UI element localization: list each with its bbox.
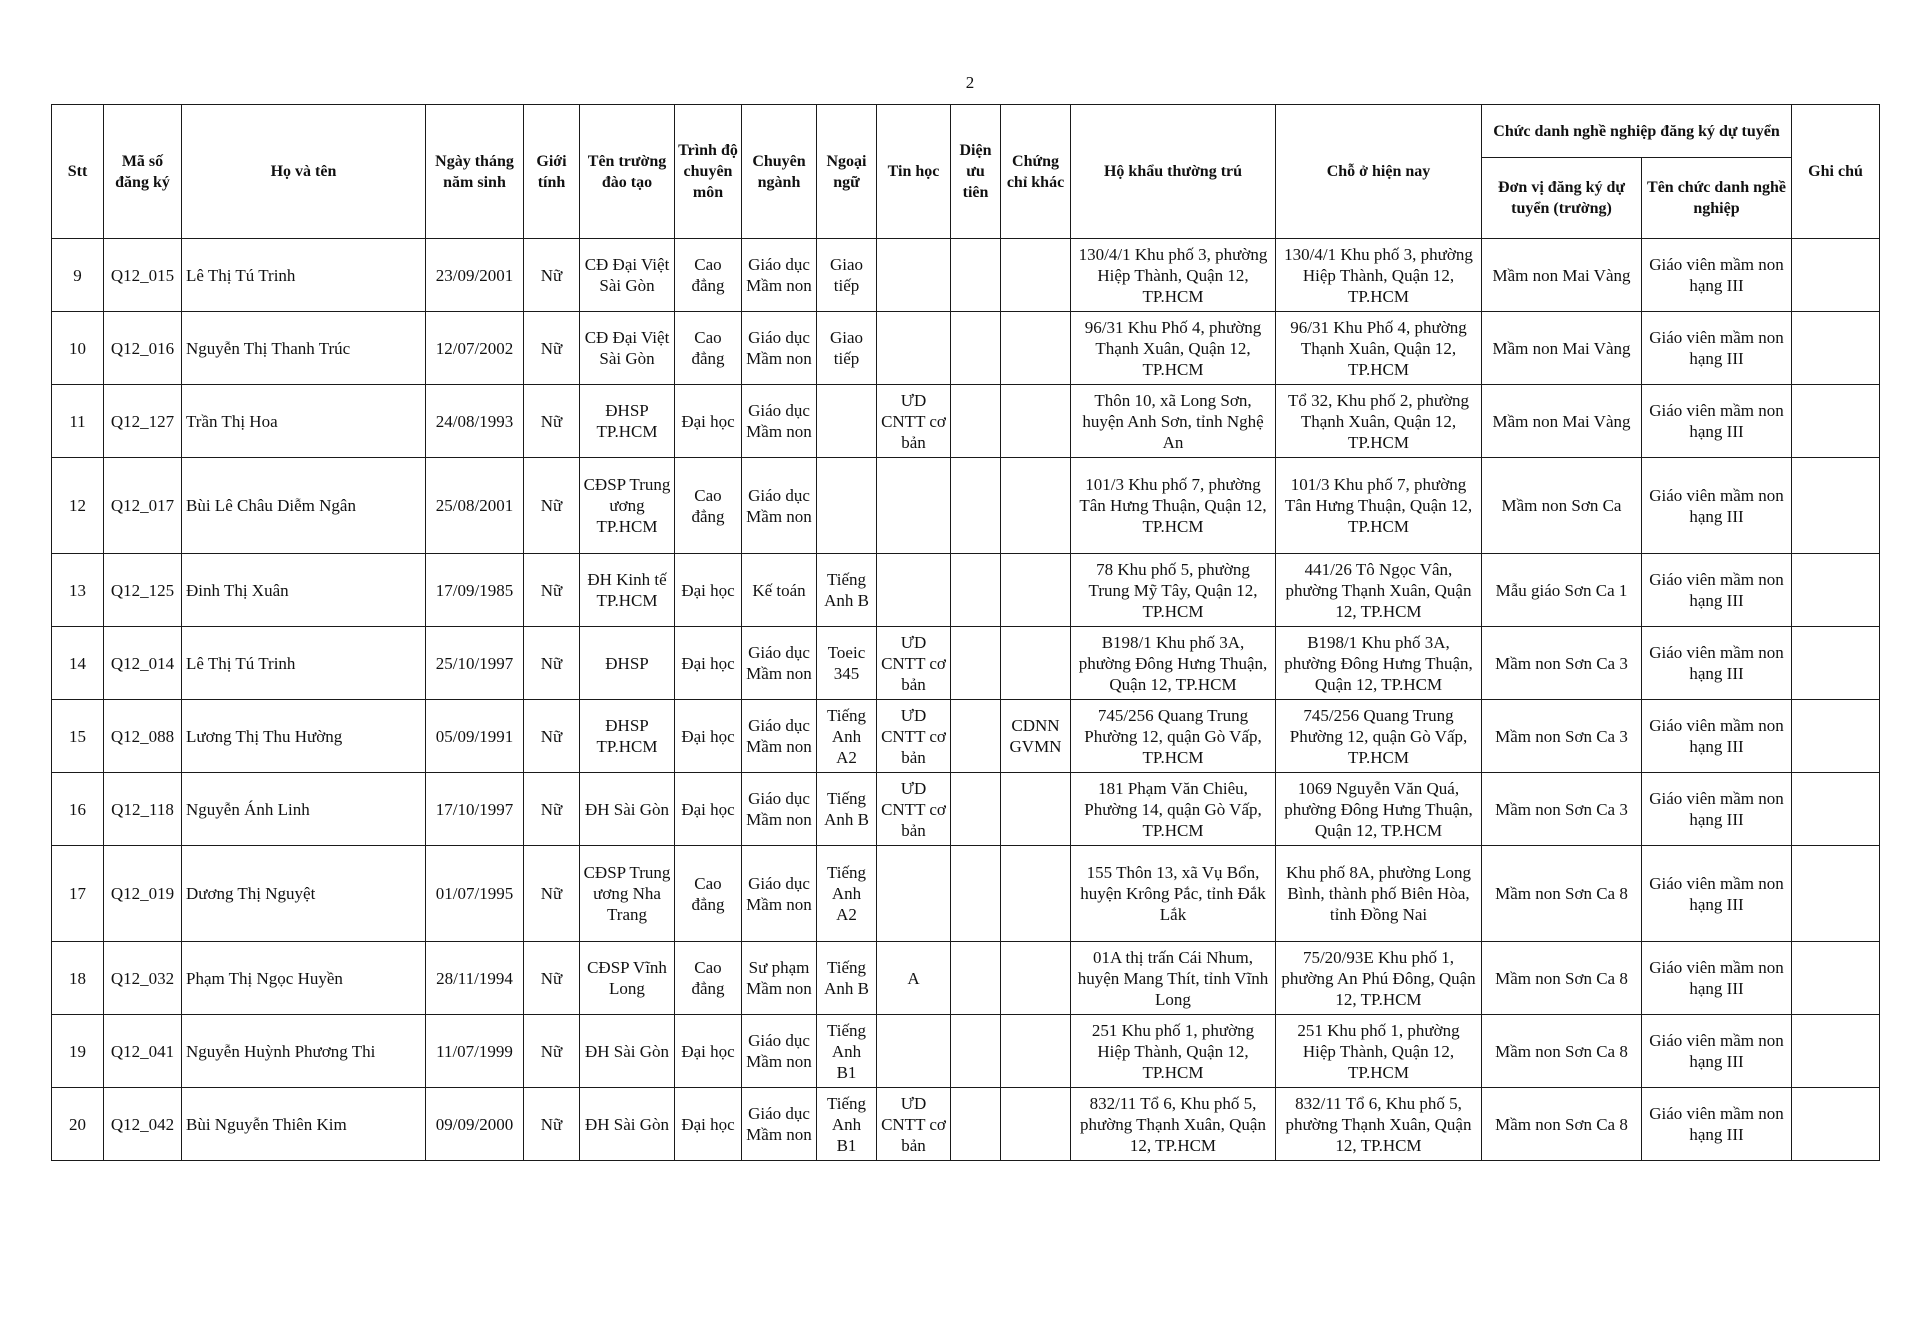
cell-ngay-sinh: 23/09/2001: [426, 239, 524, 312]
table-header: [52, 105, 1880, 239]
cell-chuc-danh: Giáo viên mầm non hạng III: [1642, 846, 1792, 942]
cell-cho-o: 745/256 Quang Trung Phường 12, quận Gò Vấp, TP.HCM: [1276, 700, 1482, 773]
cell-ghi-chu: [1792, 1088, 1880, 1161]
cell-ho-khau: Thôn 10, xã Long Sơn, huyện Anh Sơn, tỉnh Nghệ An: [1071, 385, 1276, 458]
cell-ma-so: Q12_088: [104, 700, 182, 773]
cell-tin-hoc: ƯD CNTT cơ bản: [877, 627, 951, 700]
cell-ghi-chu: [1792, 942, 1880, 1015]
cell-gioi-tinh: Nữ: [524, 239, 580, 312]
candidate-table: [51, 104, 1880, 1161]
cell-gioi-tinh: Nữ: [524, 385, 580, 458]
cell-ten-truong: CĐSP Trung ương Nha Trang: [580, 846, 675, 942]
cell-ghi-chu: [1792, 773, 1880, 846]
table-row: [52, 773, 1880, 846]
table-row: [52, 846, 1880, 942]
cell-ho-khau: 78 Khu phố 5, phường Trung Mỹ Tây, Quận 12, TP.HCM: [1071, 554, 1276, 627]
cell-gioi-tinh: Nữ: [524, 700, 580, 773]
cell-cho-o: 96/31 Khu Phố 4, phường Thạnh Xuân, Quận 12, TP.HCM: [1276, 312, 1482, 385]
cell-gioi-tinh: Nữ: [524, 1088, 580, 1161]
cell-chuyen-nganh: Kế toán: [742, 554, 817, 627]
cell-trinh-do: Đại học: [675, 627, 742, 700]
cell-ten-truong: CĐSP Trung ương TP.HCM: [580, 458, 675, 554]
header-ghi-chu: Ghi chú: [1792, 105, 1880, 239]
cell-don-vi: Mầm non Sơn Ca: [1482, 458, 1642, 554]
cell-tin-hoc: [877, 1015, 951, 1088]
table-row: [52, 627, 1880, 700]
cell-stt: 20: [52, 1088, 104, 1161]
cell-dien-uu-tien: [951, 239, 1001, 312]
cell-dien-uu-tien: [951, 312, 1001, 385]
cell-cho-o: 441/26 Tô Ngọc Vân, phường Thạnh Xuân, Quận 12, TP.HCM: [1276, 554, 1482, 627]
cell-ngoai-ngu: Toeic 345: [817, 627, 877, 700]
header-chuyen-nganh: Chuyên ngành: [742, 105, 817, 239]
cell-ngay-sinh: 05/09/1991: [426, 700, 524, 773]
header-tin-hoc: Tin học: [877, 105, 951, 239]
cell-ho-ten: Phạm Thị Ngọc Huyền: [182, 942, 426, 1015]
cell-stt: 14: [52, 627, 104, 700]
table-row: [52, 385, 1880, 458]
cell-ho-khau: 130/4/1 Khu phố 3, phường Hiệp Thành, Quận 12, TP.HCM: [1071, 239, 1276, 312]
cell-ma-so: Q12_015: [104, 239, 182, 312]
cell-ma-so: Q12_118: [104, 773, 182, 846]
cell-ma-so: Q12_014: [104, 627, 182, 700]
cell-don-vi: Mầm non Sơn Ca 8: [1482, 1088, 1642, 1161]
cell-ten-truong: CĐ Đại Việt Sài Gòn: [580, 312, 675, 385]
cell-stt: 15: [52, 700, 104, 773]
cell-chung-chi: [1001, 846, 1071, 942]
cell-chuyen-nganh: Giáo dục Mầm non: [742, 1015, 817, 1088]
cell-ghi-chu: [1792, 1015, 1880, 1088]
cell-ho-ten: Đinh Thị Xuân: [182, 554, 426, 627]
cell-chuc-danh: Giáo viên mầm non hạng III: [1642, 1088, 1792, 1161]
cell-ma-so: Q12_041: [104, 1015, 182, 1088]
cell-stt: 9: [52, 239, 104, 312]
cell-tin-hoc: ƯD CNTT cơ bản: [877, 385, 951, 458]
cell-don-vi: Mầm non Sơn Ca 3: [1482, 700, 1642, 773]
cell-stt: 18: [52, 942, 104, 1015]
cell-chuc-danh: Giáo viên mầm non hạng III: [1642, 458, 1792, 554]
cell-gioi-tinh: Nữ: [524, 458, 580, 554]
cell-chung-chi: [1001, 1088, 1071, 1161]
cell-cho-o: Tổ 32, Khu phố 2, phường Thạnh Xuân, Quận 12, TP.HCM: [1276, 385, 1482, 458]
cell-ghi-chu: [1792, 700, 1880, 773]
header-trinh-do: Trình độ chuyên môn: [675, 105, 742, 239]
cell-ngoai-ngu: Tiếng Anh B: [817, 942, 877, 1015]
cell-ho-ten: Lê Thị Tú Trinh: [182, 627, 426, 700]
cell-chuc-danh: Giáo viên mầm non hạng III: [1642, 312, 1792, 385]
cell-ma-so: Q12_042: [104, 1088, 182, 1161]
header-ma-so: Mã số đăng ký: [104, 105, 182, 239]
cell-chung-chi: [1001, 554, 1071, 627]
cell-ngoai-ngu: [817, 385, 877, 458]
cell-chung-chi: [1001, 773, 1071, 846]
cell-ngay-sinh: 12/07/2002: [426, 312, 524, 385]
cell-trinh-do: Đại học: [675, 385, 742, 458]
cell-dien-uu-tien: [951, 942, 1001, 1015]
cell-dien-uu-tien: [951, 773, 1001, 846]
cell-chuc-danh: Giáo viên mầm non hạng III: [1642, 554, 1792, 627]
cell-ngoai-ngu: [817, 458, 877, 554]
cell-ghi-chu: [1792, 846, 1880, 942]
cell-gioi-tinh: Nữ: [524, 942, 580, 1015]
cell-dien-uu-tien: [951, 700, 1001, 773]
cell-trinh-do: Đại học: [675, 1088, 742, 1161]
cell-ho-ten: Lê Thị Tú Trinh: [182, 239, 426, 312]
header-ho-khau: Hộ khẩu thường trú: [1071, 105, 1276, 239]
cell-ngoai-ngu: Tiếng Anh B: [817, 773, 877, 846]
cell-chung-chi: [1001, 942, 1071, 1015]
cell-dien-uu-tien: [951, 627, 1001, 700]
cell-ten-truong: ĐH Sài Gòn: [580, 1015, 675, 1088]
cell-ho-ten: Nguyễn Thị Thanh Trúc: [182, 312, 426, 385]
cell-ngoai-ngu: Tiếng Anh B1: [817, 1015, 877, 1088]
table-row: [52, 458, 1880, 554]
cell-ngoai-ngu: Tiếng Anh A2: [817, 846, 877, 942]
cell-trinh-do: Đại học: [675, 700, 742, 773]
cell-dien-uu-tien: [951, 458, 1001, 554]
cell-ngay-sinh: 01/07/1995: [426, 846, 524, 942]
cell-dien-uu-tien: [951, 1088, 1001, 1161]
cell-gioi-tinh: Nữ: [524, 773, 580, 846]
cell-chuc-danh: Giáo viên mầm non hạng III: [1642, 239, 1792, 312]
cell-chuc-danh: Giáo viên mầm non hạng III: [1642, 700, 1792, 773]
cell-ho-khau: 745/256 Quang Trung Phường 12, quận Gò Vấp, TP.HCM: [1071, 700, 1276, 773]
cell-tin-hoc: [877, 846, 951, 942]
cell-ho-ten: Trần Thị Hoa: [182, 385, 426, 458]
cell-ho-ten: Nguyễn Huỳnh Phương Thi: [182, 1015, 426, 1088]
cell-ho-khau: 101/3 Khu phố 7, phường Tân Hưng Thuận, Quận 12, TP.HCM: [1071, 458, 1276, 554]
table-row: [52, 700, 1880, 773]
cell-ngay-sinh: 25/10/1997: [426, 627, 524, 700]
header-chung-chi: Chứng chỉ khác: [1001, 105, 1071, 239]
cell-ma-so: Q12_019: [104, 846, 182, 942]
cell-chung-chi: [1001, 627, 1071, 700]
cell-cho-o: 101/3 Khu phố 7, phường Tân Hưng Thuận, Quận 12, TP.HCM: [1276, 458, 1482, 554]
table-row: [52, 1015, 1880, 1088]
header-ngoai-ngu: Ngoại ngữ: [817, 105, 877, 239]
cell-ngay-sinh: 24/08/1993: [426, 385, 524, 458]
cell-chuyen-nganh: Giáo dục Mầm non: [742, 773, 817, 846]
cell-tin-hoc: ƯD CNTT cơ bản: [877, 700, 951, 773]
cell-cho-o: Khu phố 8A, phường Long Bình, thành phố Biên Hòa, tỉnh Đồng Nai: [1276, 846, 1482, 942]
cell-ngay-sinh: 11/07/1999: [426, 1015, 524, 1088]
cell-chuc-danh: Giáo viên mầm non hạng III: [1642, 385, 1792, 458]
cell-ngay-sinh: 17/09/1985: [426, 554, 524, 627]
cell-chung-chi: CDNN GVMN: [1001, 700, 1071, 773]
header-cho-o: Chỗ ở hiện nay: [1276, 105, 1482, 239]
cell-ma-so: Q12_127: [104, 385, 182, 458]
cell-ma-so: Q12_017: [104, 458, 182, 554]
header-stt: Stt: [52, 105, 104, 239]
cell-trinh-do: Cao đẳng: [675, 458, 742, 554]
cell-trinh-do: Cao đẳng: [675, 846, 742, 942]
cell-trinh-do: Đại học: [675, 1015, 742, 1088]
cell-ngay-sinh: 17/10/1997: [426, 773, 524, 846]
cell-ngay-sinh: 09/09/2000: [426, 1088, 524, 1161]
cell-cho-o: 251 Khu phố 1, phường Hiệp Thành, Quận 12, TP.HCM: [1276, 1015, 1482, 1088]
cell-ngoai-ngu: Tiếng Anh B: [817, 554, 877, 627]
cell-ho-khau: B198/1 Khu phố 3A, phường Đông Hưng Thuận, Quận 12, TP.HCM: [1071, 627, 1276, 700]
cell-chung-chi: [1001, 312, 1071, 385]
header-ho-ten: Họ và tên: [182, 105, 426, 239]
cell-stt: 19: [52, 1015, 104, 1088]
cell-don-vi: Mầm non Mai Vàng: [1482, 239, 1642, 312]
cell-ten-truong: ĐH Sài Gòn: [580, 773, 675, 846]
cell-chuyen-nganh: Giáo dục Mầm non: [742, 627, 817, 700]
cell-ho-ten: Nguyễn Ánh Linh: [182, 773, 426, 846]
cell-ngoai-ngu: Giao tiếp: [817, 312, 877, 385]
cell-tin-hoc: ƯD CNTT cơ bản: [877, 1088, 951, 1161]
cell-ten-truong: ĐH Sài Gòn: [580, 1088, 675, 1161]
cell-trinh-do: Cao đẳng: [675, 312, 742, 385]
cell-chung-chi: [1001, 1015, 1071, 1088]
cell-ma-so: Q12_016: [104, 312, 182, 385]
cell-chuyen-nganh: Giáo dục Mầm non: [742, 846, 817, 942]
table-row: [52, 239, 1880, 312]
cell-ngay-sinh: 25/08/2001: [426, 458, 524, 554]
cell-dien-uu-tien: [951, 1015, 1001, 1088]
cell-dien-uu-tien: [951, 846, 1001, 942]
cell-ghi-chu: [1792, 554, 1880, 627]
cell-stt: 12: [52, 458, 104, 554]
cell-don-vi: Mầm non Sơn Ca 8: [1482, 846, 1642, 942]
cell-ho-ten: Bùi Nguyễn Thiên Kim: [182, 1088, 426, 1161]
cell-tin-hoc: [877, 554, 951, 627]
header-ten-chuc-danh: Tên chức danh nghề nghiệp: [1642, 158, 1792, 239]
cell-stt: 17: [52, 846, 104, 942]
cell-chung-chi: [1001, 458, 1071, 554]
cell-tin-hoc: A: [877, 942, 951, 1015]
cell-stt: 16: [52, 773, 104, 846]
cell-cho-o: 130/4/1 Khu phố 3, phường Hiệp Thành, Quận 12, TP.HCM: [1276, 239, 1482, 312]
cell-chung-chi: [1001, 239, 1071, 312]
cell-chuc-danh: Giáo viên mầm non hạng III: [1642, 942, 1792, 1015]
cell-ho-khau: 96/31 Khu Phố 4, phường Thạnh Xuân, Quận 12, TP.HCM: [1071, 312, 1276, 385]
cell-don-vi: Mầm non Sơn Ca 8: [1482, 942, 1642, 1015]
cell-trinh-do: Cao đẳng: [675, 239, 742, 312]
header-gioi-tinh: Giới tính: [524, 105, 580, 239]
cell-cho-o: B198/1 Khu phố 3A, phường Đông Hưng Thuận, Quận 12, TP.HCM: [1276, 627, 1482, 700]
cell-ten-truong: ĐHSP: [580, 627, 675, 700]
cell-ghi-chu: [1792, 312, 1880, 385]
cell-stt: 11: [52, 385, 104, 458]
cell-ten-truong: CĐ Đại Việt Sài Gòn: [580, 239, 675, 312]
cell-ten-truong: ĐH Kinh tế TP.HCM: [580, 554, 675, 627]
cell-chuc-danh: Giáo viên mầm non hạng III: [1642, 627, 1792, 700]
cell-ho-khau: 832/11 Tổ 6, Khu phố 5, phường Thạnh Xuân, Quận 12, TP.HCM: [1071, 1088, 1276, 1161]
cell-chuc-danh: Giáo viên mầm non hạng III: [1642, 773, 1792, 846]
cell-gioi-tinh: Nữ: [524, 846, 580, 942]
header-chuc-danh-group: Chức danh nghề nghiệp đăng ký dự tuyển: [1482, 105, 1792, 158]
cell-ho-ten: Lương Thị Thu Hường: [182, 700, 426, 773]
cell-ngay-sinh: 28/11/1994: [426, 942, 524, 1015]
cell-ho-khau: 251 Khu phố 1, phường Hiệp Thành, Quận 12, TP.HCM: [1071, 1015, 1276, 1088]
cell-chuyen-nganh: Giáo dục Mầm non: [742, 239, 817, 312]
cell-ngoai-ngu: Giao tiếp: [817, 239, 877, 312]
cell-cho-o: 1069 Nguyễn Văn Quá, phường Đông Hưng Thuận, Quận 12, TP.HCM: [1276, 773, 1482, 846]
header-dien-uu-tien: Diện ưu tiên: [951, 105, 1001, 239]
cell-don-vi: Mầm non Mai Vàng: [1482, 312, 1642, 385]
cell-dien-uu-tien: [951, 385, 1001, 458]
cell-ghi-chu: [1792, 627, 1880, 700]
cell-tin-hoc: [877, 239, 951, 312]
cell-gioi-tinh: Nữ: [524, 312, 580, 385]
cell-chung-chi: [1001, 385, 1071, 458]
table-row: [52, 942, 1880, 1015]
cell-cho-o: 832/11 Tổ 6, Khu phố 5, phường Thạnh Xuân, Quận 12, TP.HCM: [1276, 1088, 1482, 1161]
cell-gioi-tinh: Nữ: [524, 554, 580, 627]
cell-chuyen-nganh: Sư phạm Mầm non: [742, 942, 817, 1015]
cell-ngoai-ngu: Tiếng Anh A2: [817, 700, 877, 773]
header-don-vi: Đơn vị đăng ký dự tuyển (trường): [1482, 158, 1642, 239]
cell-ho-khau: 155 Thôn 13, xã Vụ Bổn, huyện Krông Pắc, tỉnh Đắk Lắk: [1071, 846, 1276, 942]
cell-ghi-chu: [1792, 239, 1880, 312]
cell-ten-truong: CĐSP Vĩnh Long: [580, 942, 675, 1015]
cell-chuyen-nganh: Giáo dục Mầm non: [742, 700, 817, 773]
cell-ten-truong: ĐHSP TP.HCM: [580, 385, 675, 458]
cell-dien-uu-tien: [951, 554, 1001, 627]
cell-ma-so: Q12_032: [104, 942, 182, 1015]
cell-ten-truong: ĐHSP TP.HCM: [580, 700, 675, 773]
cell-ma-so: Q12_125: [104, 554, 182, 627]
cell-chuyen-nganh: Giáo dục Mầm non: [742, 312, 817, 385]
cell-trinh-do: Đại học: [675, 554, 742, 627]
table-row: [52, 1088, 1880, 1161]
cell-don-vi: Mầm non Sơn Ca 8: [1482, 1015, 1642, 1088]
header-ten-truong: Tên trường đào tạo: [580, 105, 675, 239]
cell-ghi-chu: [1792, 458, 1880, 554]
cell-chuc-danh: Giáo viên mầm non hạng III: [1642, 1015, 1792, 1088]
cell-ghi-chu: [1792, 385, 1880, 458]
cell-tin-hoc: [877, 458, 951, 554]
cell-stt: 10: [52, 312, 104, 385]
cell-tin-hoc: [877, 312, 951, 385]
cell-ho-khau: 01A thị trấn Cái Nhum, huyện Mang Thít, tỉnh Vĩnh Long: [1071, 942, 1276, 1015]
cell-don-vi: Mầm non Mai Vàng: [1482, 385, 1642, 458]
cell-ngoai-ngu: Tiếng Anh B1: [817, 1088, 877, 1161]
table-row: [52, 312, 1880, 385]
cell-stt: 13: [52, 554, 104, 627]
cell-ho-khau: 181 Phạm Văn Chiêu, Phường 14, quận Gò Vấp, TP.HCM: [1071, 773, 1276, 846]
cell-ho-ten: Bùi Lê Châu Diễm Ngân: [182, 458, 426, 554]
cell-chuyen-nganh: Giáo dục Mầm non: [742, 458, 817, 554]
header-ngay-sinh: Ngày tháng năm sinh: [426, 105, 524, 239]
cell-don-vi: Mẫu giáo Sơn Ca 1: [1482, 554, 1642, 627]
table-body: [52, 239, 1880, 1161]
cell-don-vi: Mầm non Sơn Ca 3: [1482, 627, 1642, 700]
cell-gioi-tinh: Nữ: [524, 627, 580, 700]
cell-trinh-do: Cao đẳng: [675, 942, 742, 1015]
table-row: [52, 554, 1880, 627]
cell-tin-hoc: ƯD CNTT cơ bản: [877, 773, 951, 846]
cell-chuyen-nganh: Giáo dục Mầm non: [742, 385, 817, 458]
cell-cho-o: 75/20/93E Khu phố 1, phường An Phú Đông, Quận 12, TP.HCM: [1276, 942, 1482, 1015]
cell-ho-ten: Dương Thị Nguyệt: [182, 846, 426, 942]
cell-don-vi: Mầm non Sơn Ca 3: [1482, 773, 1642, 846]
page-number: 2: [965, 73, 975, 92]
cell-gioi-tinh: Nữ: [524, 1015, 580, 1088]
cell-chuyen-nganh: Giáo dục Mầm non: [742, 1088, 817, 1161]
cell-trinh-do: Đại học: [675, 773, 742, 846]
